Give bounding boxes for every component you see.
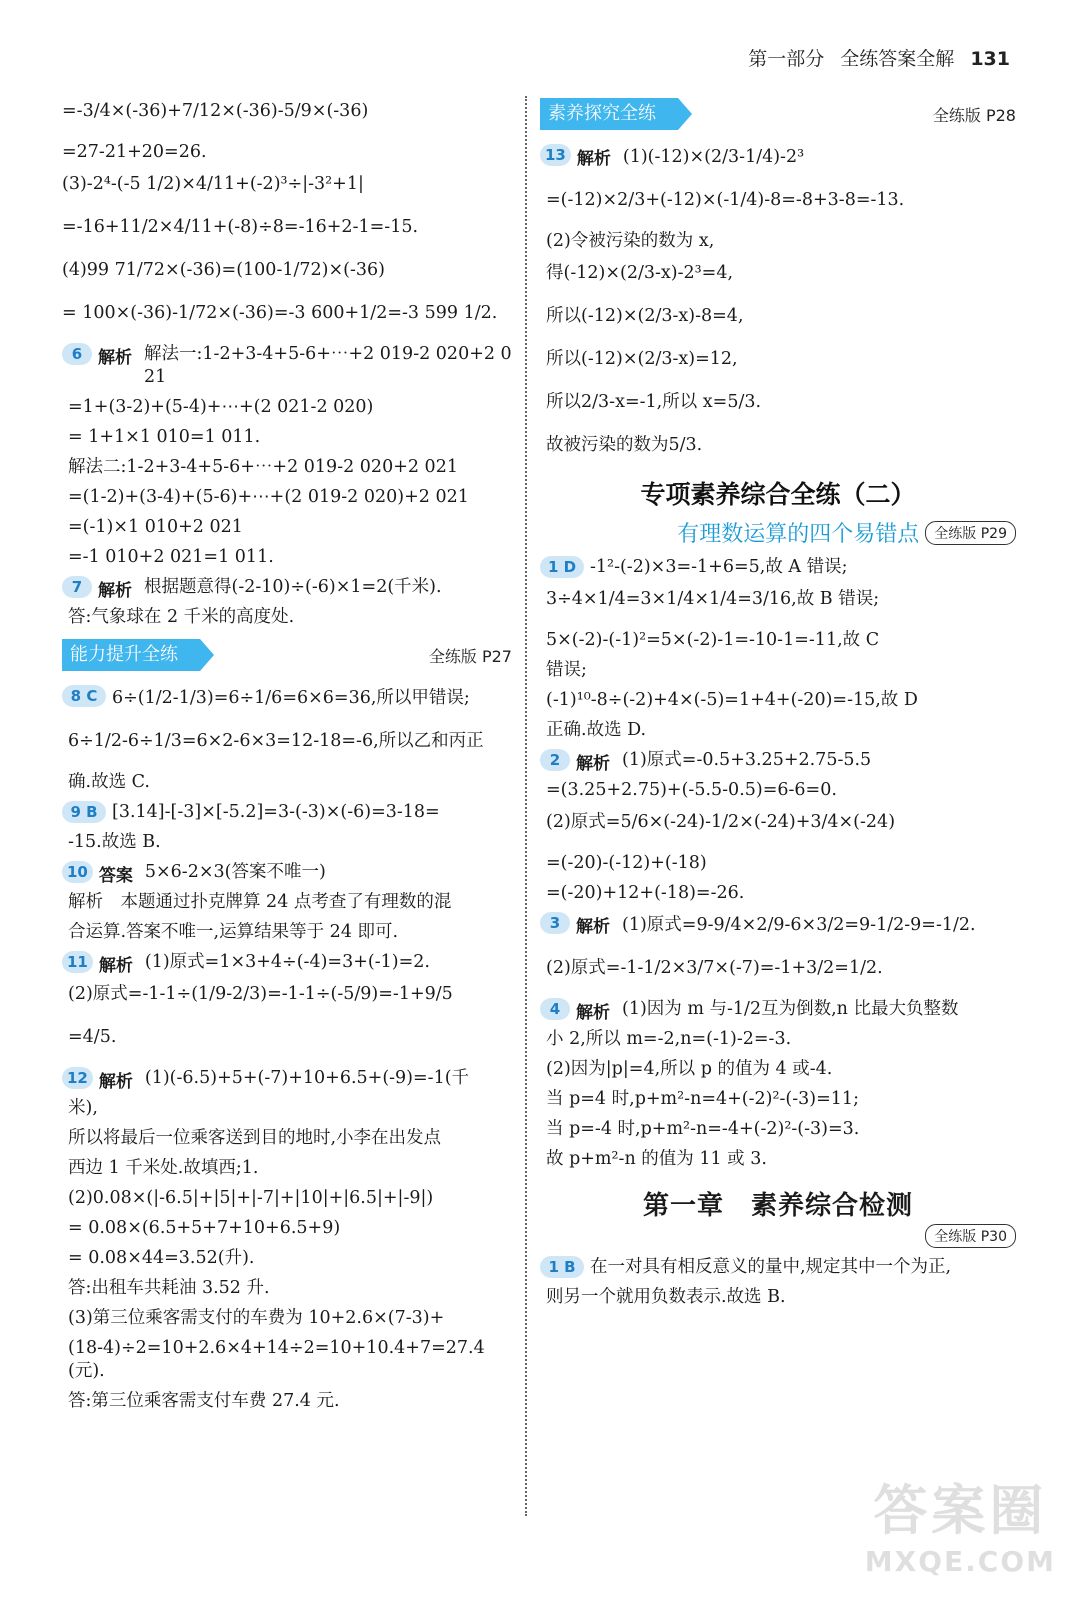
solution-line: 5×6-2×3(答案不唯一) [144, 862, 326, 882]
solution-line: =(-20)+12+(-18)=-26. [546, 883, 745, 903]
solution-line: -15.故选 B. [68, 832, 161, 852]
chapter-ref-row [540, 1224, 1016, 1248]
question-10 [62, 861, 512, 891]
question-number-badge: 10 [62, 861, 93, 883]
solution-line: 3÷4×1/4=3×1/4×1/4=3/16,故 B 错误; [546, 589, 880, 609]
solution-line: 则另一个就用负数表示.故选 B. [546, 1287, 786, 1307]
analysis-tag: 解析 [98, 581, 132, 601]
solution-line: (-1)¹⁰-8÷(-2)+4×(-5)=1+4+(-20)=-15,故 D [546, 690, 918, 710]
solution-line: 故被污染的数为5/3. [546, 435, 703, 455]
solution-line: (3)第三位乘客需支付的车费为 10+2.6×(7-3)+ [68, 1308, 445, 1328]
solution-line: (1)(-6.5)+5+(-7)+10+6.5+(-9)=-1(千 [144, 1068, 470, 1088]
watermark-text: 答案圈 [873, 1479, 1048, 1542]
solution-line: 所以(-12)×(2/3-x)=12, [546, 349, 738, 369]
question-13 [540, 144, 1016, 187]
solution-line: 解法二:1-2+3-4+5-6+⋯+2 019-2 020+2 021 [68, 457, 458, 477]
analysis-tag: 解析 [98, 348, 132, 368]
analysis-tag: 解析 [576, 149, 611, 169]
solution-line: (2)0.08×(|-6.5|+|5|+|-7|+|10|+|6.5|+|-9|) [68, 1188, 434, 1208]
question-number-badge: 6 [62, 343, 92, 365]
analysis-tag: 解析 [576, 917, 610, 937]
solution-line: =-3/4×(-36)+7/12×(-36)-5/9×(-36) [62, 101, 369, 121]
solution-line: (4)99 71/72×(-36)=(100-1/72)×(-36) [62, 260, 385, 280]
question-11 [62, 951, 512, 981]
question-s2 [540, 749, 1016, 779]
solution-line: 答:第三位乘客需支付车费 27.4 元. [68, 1391, 340, 1411]
solution-line: 当 p=4 时,p+m²-n=4+(-2)²-(-3)=11; [546, 1089, 859, 1109]
solution-line: (2)原式=-1-1/2×3/7×(-7)=-1+3/2=1/2. [546, 958, 883, 978]
page-ref-pill: 全练版 P29 [925, 521, 1016, 545]
solution-line: (3)-2⁴-(-5 1/2)×4/11+(-2)³÷|-3²+1| [62, 174, 364, 194]
page-header [738, 44, 1010, 71]
solution-line: [3.14]-[-3]×[-5.2]=3-(-3)×(-6)=3-18= [112, 802, 440, 822]
section-banner-explore [540, 98, 1016, 130]
question-number-badge: 3 [540, 912, 570, 934]
solution-line: (2)令被污染的数为 x, [546, 231, 715, 251]
solution-line: =(-12)×2/3+(-12)×(-1/4)-8=-8+3-8=-13. [546, 190, 905, 210]
solution-line: 故 p+m²-n 的值为 11 或 3. [546, 1149, 767, 1169]
solution-line: 所以将最后一位乘客送到目的地时,小李在出发点 [68, 1128, 442, 1148]
question-number-badge: 12 [62, 1067, 93, 1089]
solution-line: 解法一:1-2+3-4+5-6+⋯+2 019-2 020+2 021 [144, 344, 512, 387]
banner-title: 能力提升全练 [62, 639, 200, 671]
solution-line: =(3.25+2.75)+(-5.5-0.5)=6-6=0. [546, 780, 837, 800]
header-part: 第一部分 [748, 48, 825, 70]
solution-line: 解析 本题通过扑克牌算 24 点考查了有理数的混 [68, 892, 452, 912]
question-number-badge: 13 [540, 144, 571, 166]
banner-page-ref: 全练版 P28 [932, 105, 1016, 125]
solution-line: 答:气象球在 2 千米的高度处. [68, 607, 295, 627]
section-subtitle-row [540, 517, 1016, 548]
solution-line: 合运算.答案不唯一,运算结果等于 24 即可. [68, 922, 399, 942]
solution-line: (1)因为 m 与-1/2互为倒数,n 比最大负整数 [622, 999, 959, 1019]
solution-line: =(-20)-(-12)+(-18) [546, 853, 707, 873]
question-s4 [540, 998, 1016, 1028]
solution-line: 在一对具有相反意义的量中,规定其中一个为正, [590, 1257, 952, 1277]
watermark-logo [865, 1468, 1056, 1578]
solution-line: 根据题意得(-2-10)÷(-6)×1=2(千米). [144, 577, 442, 597]
solution-line: 6÷(1/2-1/3)=6÷1/6=6×6=36,所以甲错误; [112, 688, 470, 708]
answer-badge: 8 C [62, 685, 106, 707]
right-column [540, 98, 1016, 1316]
solution-line: (1)原式=-0.5+3.25+2.75-5.5 [622, 750, 872, 770]
analysis-tag: 解析 [98, 956, 133, 976]
solution-line: 米), [68, 1098, 98, 1118]
solution-line: 小 2,所以 m=-2,n=(-1)-2=-3. [546, 1029, 792, 1049]
analysis-tag: 解析 [98, 1072, 133, 1092]
question-number-badge: 4 [540, 998, 570, 1020]
solution-line: = 100×(-36)-1/72×(-36)=-3 600+1/2=-3 599 1/2. [62, 303, 498, 323]
answer-badge: 9 B [62, 801, 106, 823]
question-12 [62, 1067, 512, 1097]
solution-line: =(-1)×1 010+2 021 [68, 517, 243, 537]
question-9 [62, 801, 512, 831]
analysis-tag: 解析 [576, 754, 610, 774]
solution-line: (1)原式=1×3+4÷(-4)=3+(-1)=2. [144, 952, 430, 972]
section-banner-ability [62, 639, 512, 671]
solution-line: =-16+11/2×4/11+(-8)÷8=-16+2-1=-15. [62, 217, 419, 237]
solution-line: (2)原式=-1-1÷(1/9-2/3)=-1-1÷(-5/9)=-1+9/5 [68, 984, 453, 1004]
column-divider [525, 96, 527, 1516]
question-6 [62, 343, 512, 396]
answer-badge: 1 D [540, 556, 584, 578]
chapter-title: 第一章 素养综合检测 [642, 1191, 913, 1221]
solution-line: 确.故选 C. [68, 772, 150, 792]
solution-line: =27-21+20=26. [62, 142, 207, 162]
left-column [62, 98, 512, 1420]
solution-line: 6÷1/2-6÷1/3=6×2-6×3=12-18=-6,所以乙和丙正 [68, 731, 484, 751]
solution-line: =-1 010+2 021=1 011. [68, 547, 274, 567]
question-number-badge: 2 [540, 749, 570, 771]
solution-line: = 1+1×1 010=1 011. [68, 427, 261, 447]
solution-line: 所以(-12)×(2/3-x)-8=4, [546, 306, 744, 326]
solution-line: =(1-2)+(3-4)+(5-6)+⋯+(2 019-2 020)+2 021 [68, 487, 469, 507]
solution-line: (1)原式=9-9/4×2/9-6×3/2=9-1/2-9=-1/2. [622, 915, 976, 935]
page-number: 131 [970, 48, 1010, 70]
banner-page-ref: 全练版 P27 [428, 646, 512, 666]
solution-line: (1)(-12)×(2/3-1/4)-2³ [622, 147, 805, 167]
solution-line: = 0.08×(6.5+5+7+10+6.5+9) [68, 1218, 341, 1238]
solution-line: -1²-(-2)×3=-1+6=5,故 A 错误; [590, 557, 848, 577]
section-title: 专项素养综合全练（二） [640, 480, 916, 509]
section-subtitle: 有理数运算的四个易错点 [677, 522, 920, 547]
solution-line: (18-4)÷2=10+2.6×4+14÷2=10+10.4+7=27.4(元). [68, 1338, 485, 1381]
solution-line: 5×(-2)-(-1)²=5×(-2)-1=-10-1=-11,故 C [546, 630, 880, 650]
question-8 [62, 685, 512, 728]
analysis-tag: 解析 [576, 1003, 610, 1023]
page-ref-pill: 全练版 P30 [925, 1224, 1016, 1248]
solution-line: 错误; [546, 660, 587, 680]
solution-line: 所以2/3-x=-1,所以 x=5/3. [546, 392, 762, 412]
solution-line: 得(-12)×(2/3-x)-2³=4, [546, 263, 734, 283]
question-s1 [540, 556, 1016, 586]
question-number-badge: 7 [62, 576, 92, 598]
header-section: 全练答案全解 [840, 48, 955, 70]
answer-tag: 答案 [98, 866, 133, 886]
question-7 [62, 576, 512, 606]
solution-line: =1+(3-2)+(5-4)+⋯+(2 021-2 020) [68, 397, 374, 417]
solution-line: 答:出租车共耗油 3.52 升. [68, 1278, 270, 1298]
question-number-badge: 11 [62, 951, 93, 973]
solution-line: = 0.08×44=3.52(升). [68, 1248, 255, 1268]
solution-line: =4/5. [68, 1027, 117, 1047]
banner-title: 素养探究全练 [540, 98, 678, 130]
solution-line: (2)原式=5/6×(-24)-1/2×(-24)+3/4×(-24) [546, 812, 896, 832]
solution-line: 正确.故选 D. [546, 720, 647, 740]
answer-badge: 1 B [540, 1256, 584, 1278]
question-c1 [540, 1256, 1016, 1286]
watermark-url: MXQE.COM [864, 1545, 1056, 1578]
solution-line: 当 p=-4 时,p+m²-n=-4+(-2)²-(-3)=3. [546, 1119, 860, 1139]
question-s3 [540, 912, 1016, 955]
solution-line: (2)因为|p|=4,所以 p 的值为 4 或-4. [546, 1059, 833, 1079]
solution-line: 西边 1 千米处.故填西;1. [68, 1158, 259, 1178]
